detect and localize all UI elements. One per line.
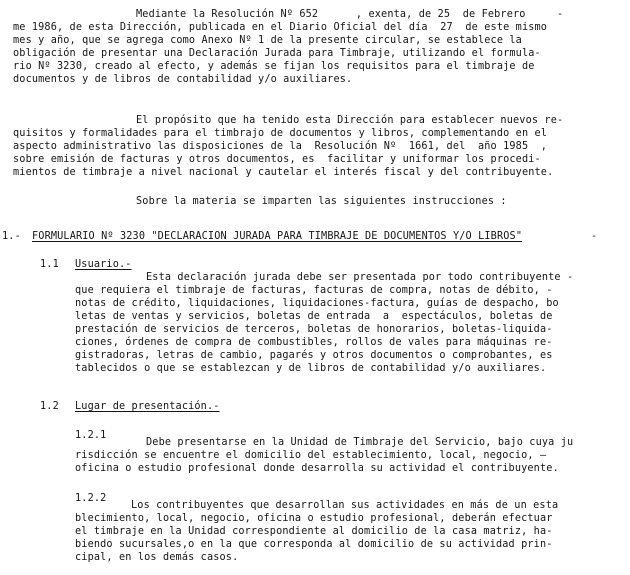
text-line: que requiera el timbraje de facturas, facturas de compra, notas de débito, - (75, 285, 553, 296)
text-line: letas de ventas y servicios, boletas de entrada a espectáculos, boletas de (75, 311, 553, 322)
item-number: 1.2.1 (75, 430, 107, 441)
section-number: 1.- (2, 231, 21, 242)
intro-line: Sobre la materia se imparten las siguientes instrucciones : (136, 196, 507, 207)
text-line: notas de crédito, liquidaciones, liquidaciones-factura, guías de despacho, bo (75, 298, 559, 309)
text-line: obligación de presentar una Declaración Jurada para Timbraje, utilizando el formula- (13, 48, 541, 59)
text-line: quisitos y formalidades para el timbrajo de documentos y libros, complementando en el (13, 128, 548, 139)
text-line: Los contribuyentes que desarrollan sus actividades en más de un esta (131, 500, 559, 511)
text-line: prestación de servicios de terceros, boletas de honorarios, boletas-liquida- (75, 324, 553, 335)
text-line: El propósito que ha tenido esta Dirección para establecer nuevos re- (136, 115, 564, 126)
text-line: Mediante la Resolución Nº 652 , exenta, de 25 de Febrero - (136, 9, 564, 20)
text-line: sobre emisión de facturas y otros documentos, es facilitar y uniformar los procedi- (13, 154, 541, 165)
text-line: Debe presentarse en la Unidad de Timbraje del Servicio, bajo cuya ju (146, 437, 574, 448)
text-line: Esta declaración jurada debe ser presentada por todo contribuyente - (146, 272, 574, 283)
text-line: blecimiento, local, negocio, oficina o estudio profesional, deberán efectuar (75, 513, 553, 524)
text-line: gistradoras, letras de cambio, pagarés y otros documentos o comprobantes, es (75, 350, 553, 361)
text-line: mes y año, que se agrega como Anexo Nº 1 de la presente circular, se establece la (13, 35, 522, 46)
text-line: ciones, órdenes de compra de combustibles, rollos de vales para máquinas re- (75, 337, 553, 348)
text-line: rio Nº 3230, creado al efecto, y además se fijan los requisitos para el timbraje de (13, 61, 535, 72)
text-line: cipal, en los demás casos. (75, 552, 239, 563)
section-title: FORMULARIO Nº 3230 "DECLARACION JURADA PARA TIMBRAJE DE DOCUMENTOS Y/O LIBROS" (32, 231, 523, 242)
section-trailing-dash: - (591, 231, 598, 242)
item-heading: Usuario.- (75, 259, 132, 270)
text-line: biendo sucursales,o en la que corresponda al domicilio de su actividad prin- (75, 539, 553, 550)
text-line: aspecto administrativo las disposiciones de la Resolución Nº 1661, del año 1985 , (13, 141, 548, 152)
text-line: mientos de timbraje a nivel nacional y cautelar el interés fiscal y del contribuyente. (13, 167, 554, 178)
item-heading: Lugar de presentación.- (75, 401, 220, 412)
text-line: risdicción se encuentre el domicilio del establecimiento, local, negocio, — (75, 450, 547, 461)
text-line: documentos y de libros de contabilidad y/o auxiliares. (13, 74, 353, 85)
text-line: oficina o estudio profesional donde desarrolla su actividad el contribuyente. (75, 463, 559, 474)
item-number: 1.1 (40, 259, 59, 270)
item-number: 1.2 (40, 401, 59, 412)
text-line: el timbraje en la Unidad correspondiente al domicilio de la casa matriz, ha- (75, 526, 553, 537)
text-line: tablecidos o que se establezcan y de libros de contabilidad y/o auxiliares. (75, 363, 547, 374)
text-line: me 1986, de esta Dirección, publicada en el Diario Oficial del día 27 de este mismo (13, 22, 548, 33)
item-number: 1.2.2 (75, 493, 107, 504)
